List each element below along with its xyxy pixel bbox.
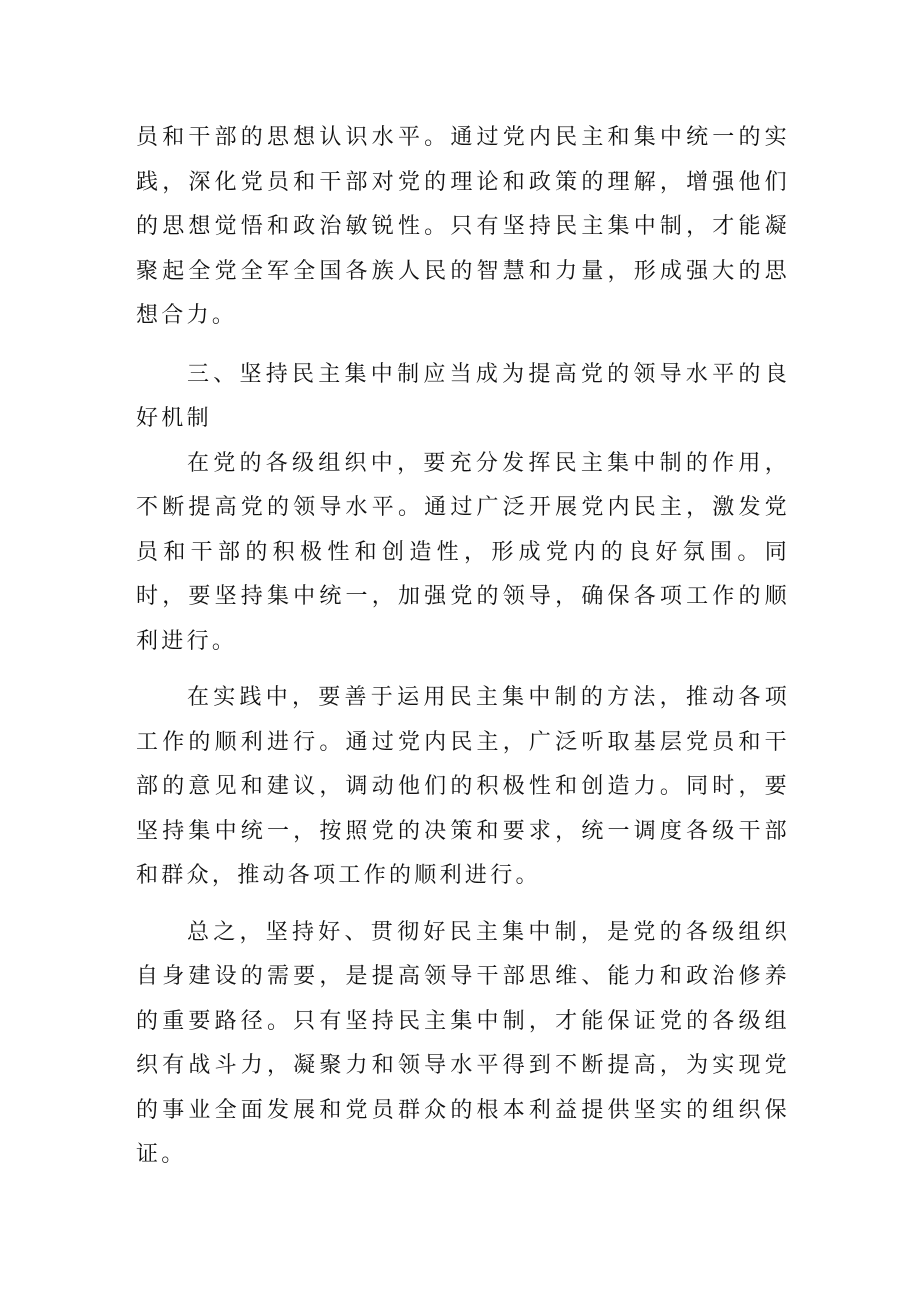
document-body [136, 116, 790, 1178]
paragraph: 在实践中，要善于运用民主集中制的方法，推动各项工作的顺利进行。通过党内民主，广泛听取基层党员和干部的意见和建议，调动他们的积极性和创造力。同时，要坚持集中统一，按照党的决策和要求，统一调度各级干部和群众，推动各项工作的顺利进行。 [136, 685, 790, 888]
section-heading: 三、坚持民主集中制应当成为提高党的领导水平的良好机制 [136, 361, 790, 431]
paragraph-continuation: 员和干部的思想认识水平。通过党内民主和集中统一的实践，深化党员和干部对党的理论和政策的理解，增强他们的思想觉悟和政治敏锐性。只有坚持民主集中制，才能凝聚起全党全军全国各族人民的智慧和力量，形成强大的思想合力。 [136, 125, 790, 328]
paragraph: 在党的各级组织中，要充分发挥民主集中制的作用，不断提高党的领导水平。通过广泛开展党内民主，激发党员和干部的积极性和创造性，形成党内的良好氛围。同时，要坚持集中统一，加强党的领导，确保各项工作的顺利进行。 [136, 450, 790, 654]
paragraph-conclusion: 总之，坚持好、贯彻好民主集中制，是党的各级组织自身建设的需要，是提高领导干部思维、能力和政治修养的重要路径。只有坚持民主集中制，才能保证党的各级组织有战斗力，凝聚力和领导水平得到不断提高，为实现党的事业全面发展和党员群众的根本利益提供坚实的组织保证。 [136, 919, 790, 1167]
